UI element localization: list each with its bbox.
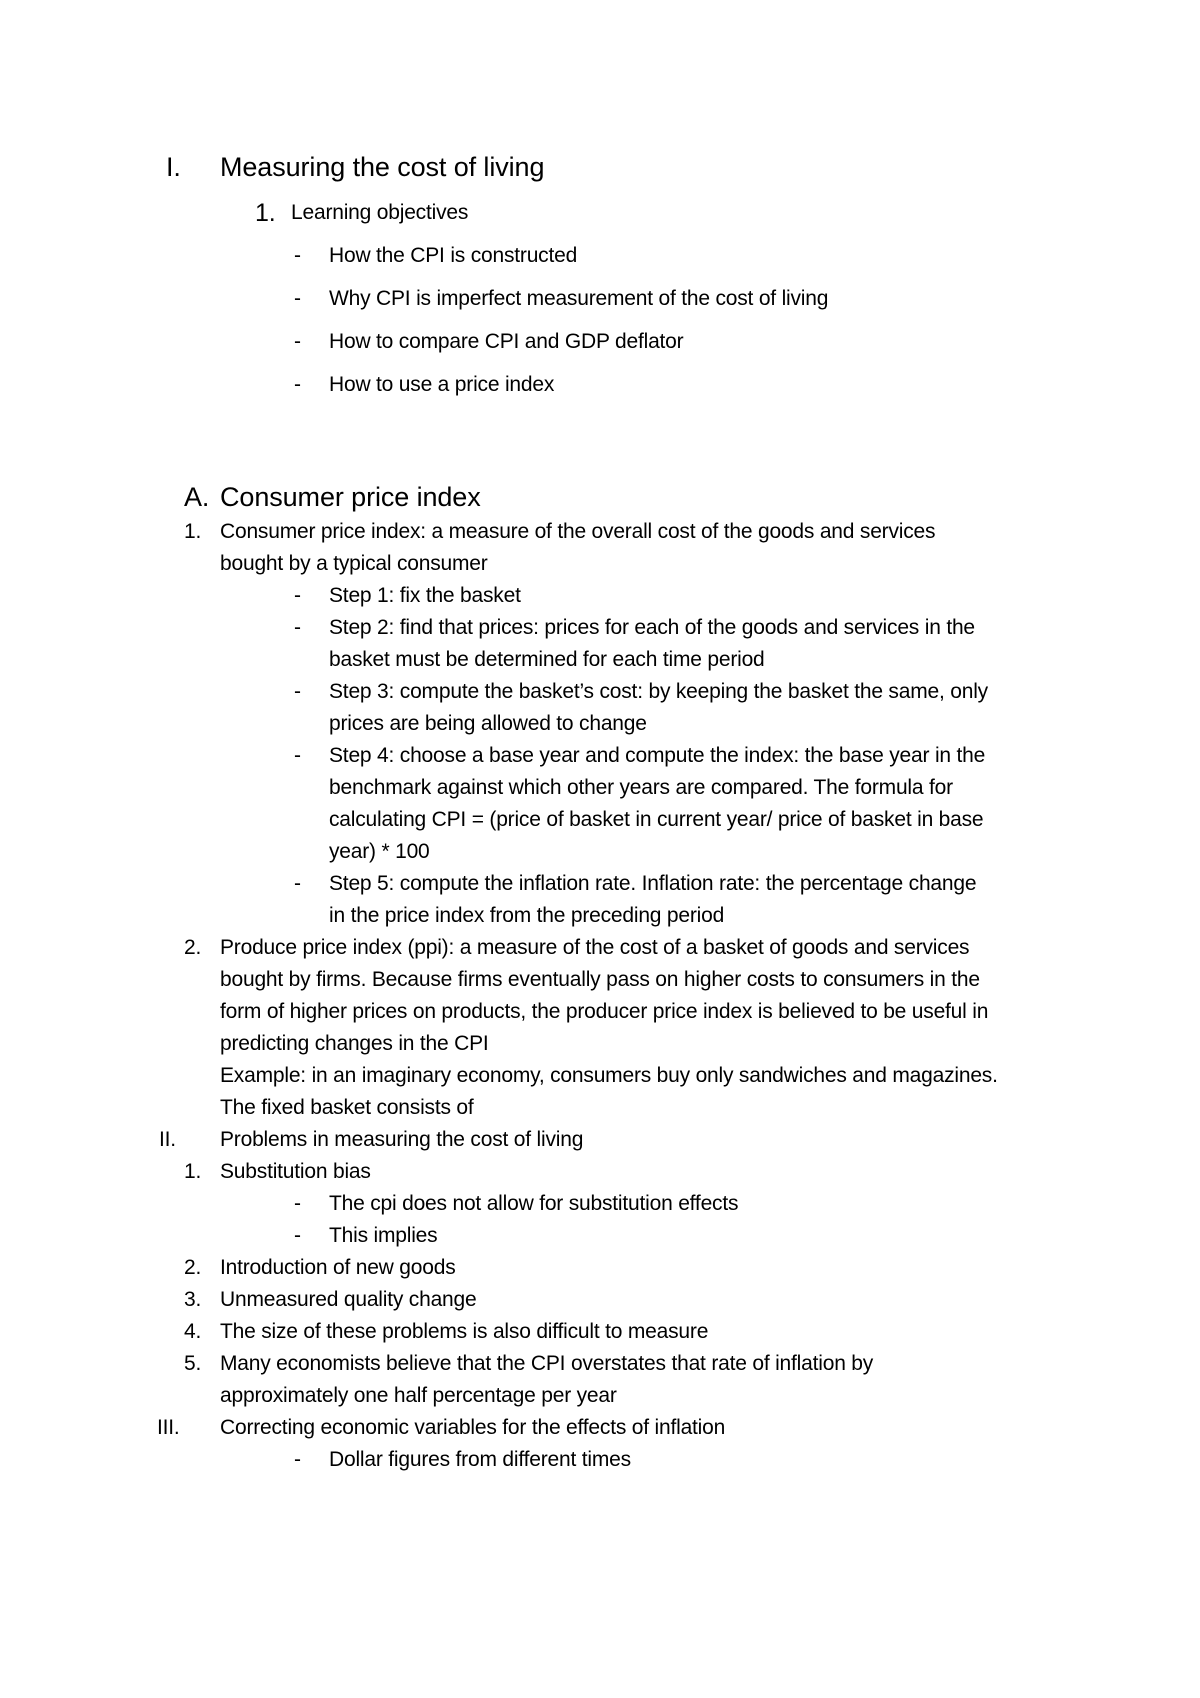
step-line: Step 4: choose a base year and compute the index: the base year in the xyxy=(329,744,986,767)
learning-objectives-title: Learning objectives xyxy=(291,201,469,224)
problem-item: Unmeasured quality change xyxy=(220,1288,477,1311)
bullet-dash: - xyxy=(294,744,301,767)
step-line: calculating CPI = (price of basket in current year/ price of basket in base xyxy=(329,808,984,831)
objective-item: Why CPI is imperfect measurement of the cost of living xyxy=(329,287,829,310)
step-line: basket must be determined for each time period xyxy=(329,648,765,671)
step-line: year) * 100 xyxy=(329,840,430,863)
step-line: in the price index from the preceding period xyxy=(329,904,725,927)
section-2-title: Problems in measuring the cost of living xyxy=(220,1128,584,1151)
bullet-dash: - xyxy=(294,1448,301,1471)
objective-item: How to use a price index xyxy=(329,373,555,396)
list-marker: 1. xyxy=(184,1160,202,1183)
problem-item: approximately one half percentage per year xyxy=(220,1384,617,1407)
section-1-title: Measuring the cost of living xyxy=(220,152,545,182)
bullet-dash: - xyxy=(294,330,301,353)
ppi-line: Produce price index (ppi): a measure of the cost of a basket of goods and services xyxy=(220,936,970,959)
list-marker: 2. xyxy=(184,1256,202,1279)
problem-item: Many economists believe that the CPI overstates that rate of inflation by xyxy=(220,1352,874,1375)
objective-item: How to compare CPI and GDP deflator xyxy=(329,330,684,353)
step-line: Step 2: find that prices: prices for each of the goods and services in the xyxy=(329,616,975,639)
problem-item: Substitution bias xyxy=(220,1160,371,1183)
section-3-marker: III. xyxy=(157,1416,180,1439)
problem-item: Introduction of new goods xyxy=(220,1256,456,1279)
step-line: Step 1: fix the basket xyxy=(329,584,521,607)
section-a-marker: A. xyxy=(184,482,210,512)
bullet-dash: - xyxy=(294,287,301,310)
substitution-bullet: The cpi does not allow for substitution effects xyxy=(329,1192,739,1215)
section-3-bullet: Dollar figures from different times xyxy=(329,1448,631,1471)
objective-item: How the CPI is constructed xyxy=(329,244,578,267)
list-marker: 5. xyxy=(184,1352,202,1375)
bullet-dash: - xyxy=(294,680,301,703)
ppi-line: bought by firms. Because firms eventually pass on higher costs to consumers in the xyxy=(220,968,980,991)
list-marker: 1. xyxy=(184,520,202,543)
step-line: benchmark against which other years are compared. The formula for xyxy=(329,776,953,799)
cpi-definition-line: bought by a typical consumer xyxy=(220,552,488,575)
bullet-dash: - xyxy=(294,616,301,639)
list-marker: 3. xyxy=(184,1288,202,1311)
bullet-dash: - xyxy=(294,244,301,267)
step-line: Step 3: compute the basket’s cost: by keeping the basket the same, only xyxy=(329,680,988,703)
step-line: prices are being allowed to change xyxy=(329,712,647,735)
section-3-title: Correcting economic variables for the effects of inflation xyxy=(220,1416,726,1439)
section-a-title: Consumer price index xyxy=(220,482,481,512)
cpi-definition-line: Consumer price index: a measure of the overall cost of the goods and services xyxy=(220,520,936,543)
list-marker: 4. xyxy=(184,1320,202,1343)
problem-item: The size of these problems is also difficult to measure xyxy=(220,1320,709,1343)
ppi-line: predicting changes in the CPI xyxy=(220,1032,489,1055)
example-line: The fixed basket consists of xyxy=(220,1096,474,1119)
section-1-marker: I. xyxy=(166,152,181,182)
ppi-line: form of higher prices on products, the producer price index is believed to be useful in xyxy=(220,1000,989,1023)
step-line: Step 5: compute the inflation rate. Inflation rate: the percentage change xyxy=(329,872,977,895)
substitution-bullet: This implies xyxy=(329,1224,438,1247)
section-2-marker: II. xyxy=(159,1128,176,1151)
bullet-dash: - xyxy=(294,872,301,895)
example-line: Example: in an imaginary economy, consumers buy only sandwiches and magazines. xyxy=(220,1064,998,1087)
bullet-dash: - xyxy=(294,373,301,396)
bullet-dash: - xyxy=(294,1192,301,1215)
bullet-dash: - xyxy=(294,584,301,607)
list-marker: 2. xyxy=(184,936,202,959)
learning-objectives-marker: 1. xyxy=(255,199,276,227)
bullet-dash: - xyxy=(294,1224,301,1247)
